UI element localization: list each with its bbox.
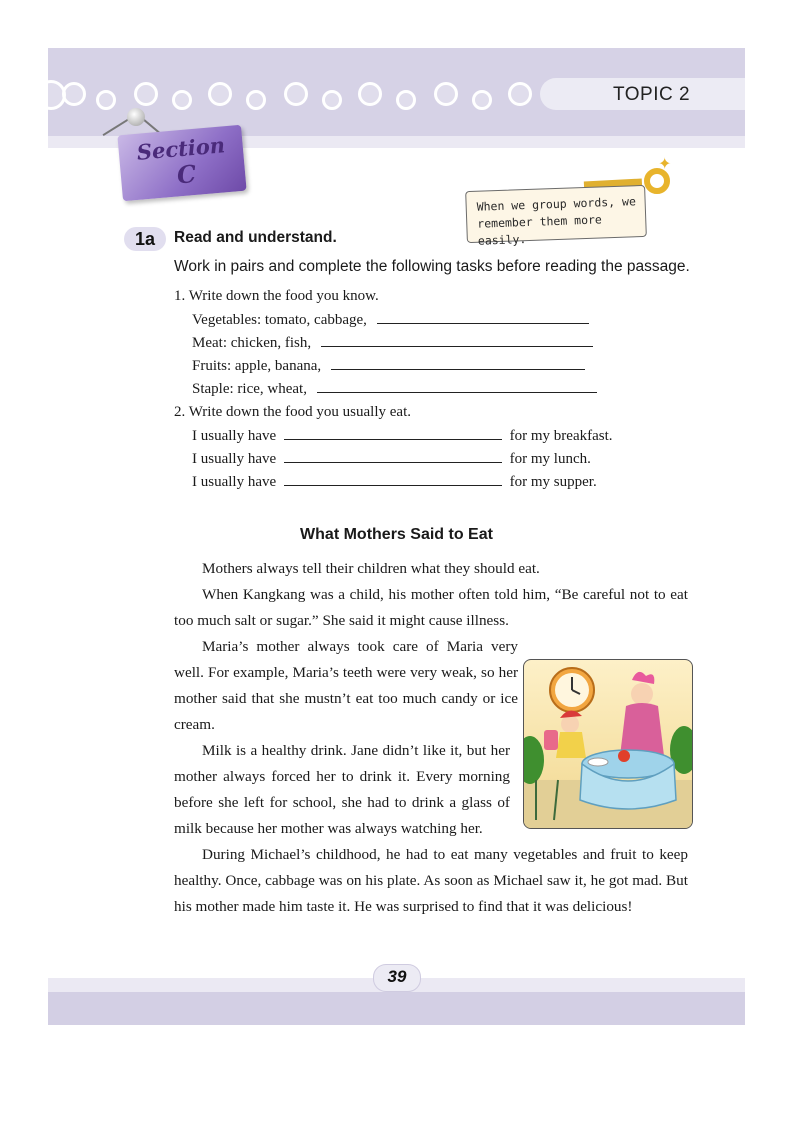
section-word: Section xyxy=(135,132,226,165)
exercise-heading: Read and understand. xyxy=(174,229,337,246)
decor-circle xyxy=(322,90,342,110)
passage-paragraph: Milk is a healthy drink. Jane didn’t like it, but her mother always forced her to drink it. Every morning before she left for school, she had to drink a glass of milk because her mother was always watching her. xyxy=(174,742,510,837)
passage-paragraph: During Michael’s childhood, he had to eat many vegetables and fruit to keep healthy. Once, cabbage was on his plate. As soon as Michael saw it, he got mad. But his mother made him taste it. He was surprised to find that it was delicious! xyxy=(174,846,688,915)
exercise-number: 1a xyxy=(124,227,166,251)
task2-line-before: I usually have xyxy=(192,428,277,444)
decor-circle xyxy=(284,82,308,106)
decor-circle xyxy=(472,90,492,110)
task1-line xyxy=(192,381,597,398)
task1-line xyxy=(192,312,589,329)
page-number: 39 xyxy=(387,967,407,986)
answer-blank[interactable] xyxy=(284,438,502,440)
task1-line-label: Staple: rice, wheat, xyxy=(192,381,307,397)
decor-circle xyxy=(508,82,532,106)
task2-line-after: for my breakfast. xyxy=(509,428,613,444)
decor-circle xyxy=(134,82,158,106)
sparkle-icon: ✦ xyxy=(658,154,672,173)
footer-band xyxy=(48,992,745,1025)
mother-hair xyxy=(632,672,654,684)
topic-label: TOPIC 2 xyxy=(613,84,691,105)
answer-blank[interactable] xyxy=(284,484,502,486)
answer-blank[interactable] xyxy=(331,368,585,370)
backpack-icon xyxy=(544,730,558,750)
task1-line-label: Vegetables: tomato, cabbage, xyxy=(192,312,367,328)
decor-circle xyxy=(396,90,416,110)
mother-daughter-illustration xyxy=(523,659,693,829)
passage-title: What Mothers Said to Eat xyxy=(300,526,493,543)
textbook-page xyxy=(48,48,745,1025)
task2-line-after: for my lunch. xyxy=(509,451,591,467)
decor-circle xyxy=(246,90,266,110)
decor-circle xyxy=(62,82,86,106)
task1-line-label: Meat: chicken, fish, xyxy=(192,335,312,351)
task2-line xyxy=(192,451,591,468)
task1-line xyxy=(192,335,593,352)
exercise-instruction: Work in pairs and complete the following tasks before reading the passage. xyxy=(174,258,690,275)
plant-icon xyxy=(524,736,544,784)
task2-line xyxy=(192,474,597,491)
header-band xyxy=(48,48,745,136)
decor-circle xyxy=(434,82,458,106)
answer-blank[interactable] xyxy=(317,391,597,393)
task2-line-after: for my supper. xyxy=(509,474,597,490)
task2-line xyxy=(192,428,613,445)
pin-icon xyxy=(127,108,145,126)
passage-paragraph: Maria’s mother always took care of Maria very well. For example, Maria’s teeth were very weak, so her mother said that she mustn’t eat too much candy or ice cream. xyxy=(174,638,518,733)
tip-box xyxy=(465,185,647,248)
tip-text: When we group words, we remember them more easily. xyxy=(476,194,637,248)
answer-blank[interactable] xyxy=(284,461,502,463)
page-number-badge xyxy=(373,964,421,992)
passage-paragraph: Mothers always tell their children what they should eat. xyxy=(202,560,540,577)
decor-circle xyxy=(208,82,232,106)
decor-circle xyxy=(96,90,116,110)
task1-line-label: Fruits: apple, banana, xyxy=(192,358,322,374)
task2-prompt: 2. Write down the food you usually eat. xyxy=(174,404,411,420)
passage-paragraph: When Kangkang was a child, his mother often told him, “Be careful not to eat too much salt or sugar.” She said it might cause illness. xyxy=(174,586,688,629)
decor-circle xyxy=(172,90,192,110)
illustration-drawing xyxy=(524,660,692,828)
task2-line-before: I usually have xyxy=(192,451,277,467)
section-letter: C xyxy=(175,158,198,190)
task2-line-before: I usually have xyxy=(192,474,277,490)
task1-prompt: 1. Write down the food you know. xyxy=(174,288,379,304)
mother-figure xyxy=(620,703,664,756)
section-sign xyxy=(117,125,246,202)
answer-blank[interactable] xyxy=(377,322,589,324)
girl-figure xyxy=(556,732,586,758)
tomato-icon xyxy=(618,750,630,762)
decor-circle xyxy=(358,82,382,106)
task1-line xyxy=(192,358,585,375)
answer-blank[interactable] xyxy=(321,345,593,347)
